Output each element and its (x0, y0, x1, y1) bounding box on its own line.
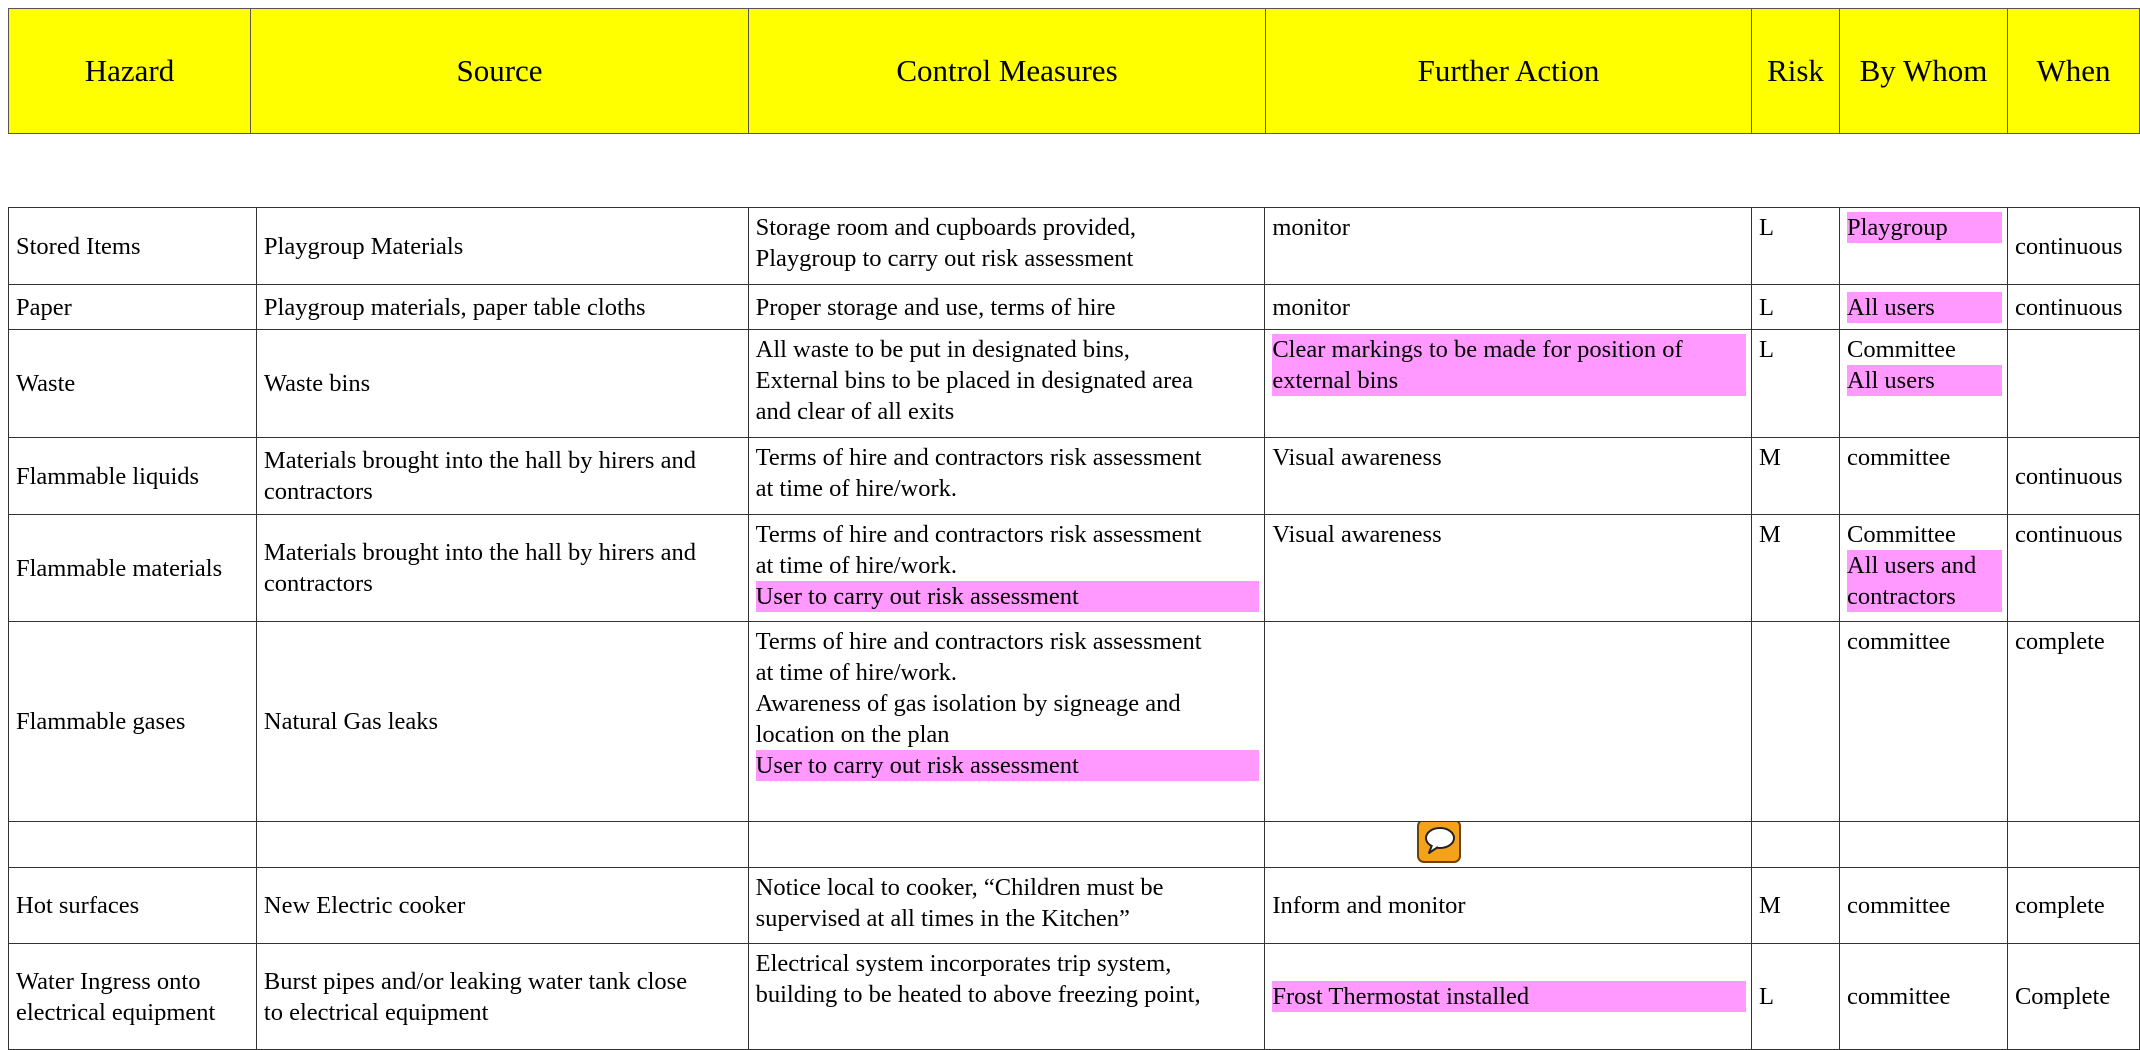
when-cell (2007, 822, 2139, 868)
source-line: contractors (263, 570, 373, 597)
by-whom-line: Committee (1847, 521, 1956, 548)
further-action-cell (1265, 330, 1752, 438)
source-line: Burst pipes and/or leaking water tank close (263, 967, 688, 995)
when-cell: continuous (2007, 515, 2139, 622)
control-line: Terms of hire and contractors risk assessment (755, 628, 1202, 655)
by-whom-line: Committee (1847, 336, 1956, 363)
source-cell (256, 944, 748, 1050)
risk-cell (1752, 622, 1840, 822)
risk-cell (1752, 822, 1840, 868)
highlighted-text: Clear markings to be made for position of (1272, 334, 1746, 365)
control-cell (748, 438, 1265, 515)
header-table (8, 8, 2140, 134)
control-line: Awareness of gas isolation by signeage and (755, 690, 1181, 717)
control-line: and clear of all exits (755, 398, 955, 425)
risk-cell: M (1752, 515, 1840, 622)
risk-cell: M (1752, 438, 1840, 515)
source-line: to electrical equipment (263, 998, 489, 1026)
table-row (9, 438, 2140, 515)
risk-table (8, 207, 2140, 1050)
header-source: Source (251, 9, 749, 134)
header-when: When (2008, 9, 2140, 134)
control-line: Terms of hire and contractors risk assessment (755, 521, 1202, 548)
highlighted-text: external bins (1272, 365, 1746, 396)
risk-cell: M (1752, 868, 1840, 944)
source-cell: Playgroup Materials (256, 208, 748, 285)
table-row (9, 285, 2140, 330)
table-row (9, 868, 2140, 944)
control-line: at time of hire/work. (755, 552, 958, 579)
control-cell (748, 285, 1265, 330)
source-cell (256, 822, 748, 868)
hazard-cell: Flammable gases (9, 622, 257, 822)
by-whom-line: committee (1847, 444, 1951, 471)
by-whom-cell (1840, 208, 2008, 285)
highlighted-text: All users (1847, 365, 2002, 396)
control-cell (748, 330, 1265, 438)
source-line: Materials brought into the hall by hirers and (263, 539, 696, 566)
header-by-whom: By Whom (1840, 9, 2008, 134)
by-whom-line: committee (1847, 983, 1951, 1010)
risk-cell: L (1752, 208, 1840, 285)
by-whom-cell (1840, 868, 2008, 944)
hazard-cell: Flammable liquids (9, 438, 257, 515)
header-further-action: Further Action (1266, 9, 1752, 134)
hazard-cell: Hot surfaces (9, 868, 257, 944)
hazard-cell: Waste (9, 330, 257, 438)
control-line: location on the plan (755, 721, 950, 748)
highlighted-text: All users (1847, 292, 2002, 323)
table-row (9, 822, 2140, 868)
highlighted-text: User to carry out risk assessment (756, 750, 1260, 781)
header-control-measures: Control Measures (749, 9, 1266, 134)
control-cell (748, 868, 1265, 944)
further-action-cell: monitor (1265, 285, 1752, 330)
risk-cell: L (1752, 944, 1840, 1050)
source-cell (256, 515, 748, 622)
highlighted-text: contractors (1847, 581, 2002, 612)
further-action-cell (1265, 622, 1752, 822)
by-whom-cell (1840, 330, 2008, 438)
comment-icon[interactable] (1417, 822, 1461, 864)
control-line: supervised at all times in the Kitchen” (755, 905, 1130, 932)
table-row (9, 944, 2140, 1050)
hazard-line: electrical equipment (16, 998, 216, 1026)
further-action-cell (1265, 822, 1752, 868)
highlighted-text: Frost Thermostat installed (1272, 981, 1746, 1012)
hazard-cell: Stored Items (9, 208, 257, 285)
further-action-cell: Inform and monitor (1265, 868, 1752, 944)
source-cell: Waste bins (256, 330, 748, 438)
by-whom-cell (1840, 515, 2008, 622)
when-cell (2007, 330, 2139, 438)
hazard-line: Water Ingress onto (16, 967, 201, 995)
source-cell (256, 438, 748, 515)
when-cell: continuous (2007, 208, 2139, 285)
highlighted-text: User to carry out risk assessment (756, 581, 1260, 612)
hazard-cell: Paper (9, 285, 257, 330)
control-line: building to be heated to above freezing point, (755, 981, 1201, 1008)
control-line: Proper storage and use, terms of hire (755, 293, 1116, 321)
control-line: at time of hire/work. (755, 659, 958, 686)
source-line: contractors (263, 478, 373, 505)
control-line: Electrical system incorporates trip system, (755, 950, 1172, 977)
by-whom-line: committee (1847, 628, 1951, 655)
table-row (9, 330, 2140, 438)
control-cell (748, 622, 1265, 822)
control-line: External bins to be placed in designated area (755, 367, 1194, 394)
when-cell: complete (2007, 868, 2139, 944)
when-cell: complete (2007, 622, 2139, 822)
table-row (9, 208, 2140, 285)
by-whom-cell (1840, 438, 2008, 515)
control-cell (748, 515, 1265, 622)
highlighted-text: All users and (1847, 550, 2002, 581)
control-line: Notice local to cooker, “Children must be (755, 874, 1164, 901)
control-cell (748, 822, 1265, 868)
risk-cell: L (1752, 330, 1840, 438)
header-row (9, 9, 2140, 134)
source-cell: New Electric cooker (256, 868, 748, 944)
hazard-cell: Flammable materials (9, 515, 257, 622)
hazard-cell (9, 822, 257, 868)
further-action-cell: monitor (1265, 208, 1752, 285)
further-action-cell: Visual awareness (1265, 515, 1752, 622)
source-line: Materials brought into the hall by hirers and (263, 447, 696, 474)
hazard-cell (9, 944, 257, 1050)
when-cell: Complete (2007, 944, 2139, 1050)
by-whom-line: committee (1847, 892, 1951, 919)
source-cell: Natural Gas leaks (256, 622, 748, 822)
header-risk: Risk (1752, 9, 1840, 134)
source-cell: Playgroup materials, paper table cloths (256, 285, 748, 330)
risk-cell: L (1752, 285, 1840, 330)
control-cell (748, 944, 1265, 1050)
control-line: Storage room and cupboards provided, (755, 214, 1136, 241)
further-action-cell: Visual awareness (1265, 438, 1752, 515)
header-hazard: Hazard (9, 9, 251, 134)
by-whom-cell (1840, 822, 2008, 868)
control-line: Playgroup to carry out risk assessment (755, 245, 1134, 272)
by-whom-cell (1840, 622, 2008, 822)
by-whom-cell (1840, 285, 2008, 330)
table-row (9, 515, 2140, 622)
control-cell (748, 208, 1265, 285)
table-row (9, 622, 2140, 822)
control-line: at time of hire/work. (755, 475, 958, 502)
when-cell: continuous (2007, 438, 2139, 515)
control-line: All waste to be put in designated bins, (755, 336, 1130, 363)
control-line: Terms of hire and contractors risk assessment (755, 444, 1202, 471)
further-action-cell (1265, 944, 1752, 1050)
by-whom-cell (1840, 944, 2008, 1050)
highlighted-text: Playgroup (1847, 212, 2002, 243)
when-cell: continuous (2007, 285, 2139, 330)
